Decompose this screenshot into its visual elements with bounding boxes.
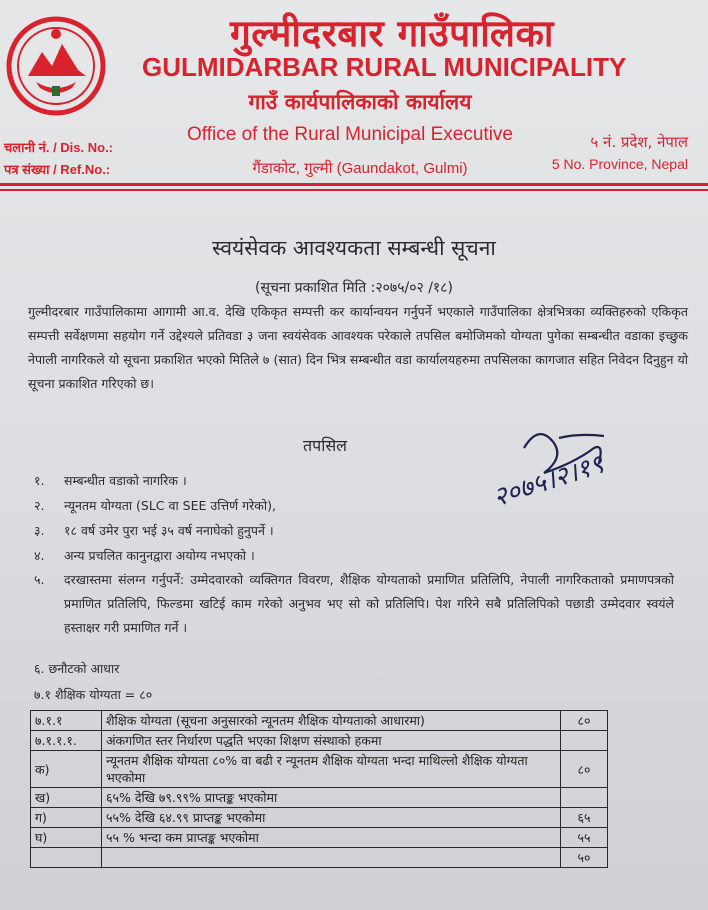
table-cell-description: न्यूनतम शैक्षिक योग्यता ८०% वा बढी र न्यूनतम शैक्षिक योग्यता भन्दा माथिल्लो शैक्षिक योग्यता भएकोमा [102, 751, 561, 788]
table-cell-marks: ५० [561, 848, 608, 868]
published-date: (सूचना प्रकाशित मिति :२०७५/०२ /१८) [255, 280, 453, 296]
table-cell-code: ७.१.१ [31, 711, 102, 731]
table-cell-code: ७.१.१.१. [31, 731, 102, 751]
header-divider [0, 183, 708, 186]
office-address: गैंडाकोट, गुल्मी (Gaundakot, Gulmi) [252, 160, 468, 177]
notice-title: स्वयंसेवक आवश्यकता सम्बन्धी सूचना [212, 236, 496, 260]
dispatch-number-label: चलानी नं. / Dis. No.: [4, 140, 114, 155]
table-cell-marks [561, 731, 608, 751]
table-row [31, 751, 608, 788]
table-cell-description: ५५% देखि ६४.९९ प्राप्तङ्क भएकोमा [102, 808, 561, 828]
province-english: 5 No. Province, Nepal [551, 156, 688, 172]
table-row [31, 848, 608, 868]
table-cell-code: घ) [31, 828, 102, 848]
list-item-text: अन्य प्रचलित कानुनद्वारा अयोग्य नभएको । [64, 548, 255, 563]
table-row [31, 731, 608, 751]
table-cell-code: क) [31, 751, 102, 788]
municipality-name-nepali: गुल्मीदरबार गाउँपालिका [230, 12, 554, 55]
list-item-number: ४. [34, 548, 45, 563]
selection-basis-heading: ६. छनौटको आधार [34, 661, 120, 676]
municipality-name-english: GULMIDARBAR RURAL MUNICIPALITY [142, 52, 627, 82]
province-nepali: ५ नं. प्रदेश, नेपाल [590, 133, 688, 151]
table-cell-marks [561, 788, 608, 808]
table-cell-description: अंकगणित स्तर निर्धारण पद्धति भएका शिक्षण संस्थाको हकमा [102, 731, 561, 751]
list-item-number: १. [34, 473, 45, 488]
table-row [31, 711, 608, 731]
table-cell-description: ५५ % भन्दा कम प्राप्तङ्क भएकोमा [102, 828, 561, 848]
list-item [34, 543, 674, 568]
list-item-text: १८ वर्ष उमेर पुरा भई ३५ वर्ष ननाघेको हुनुपर्ने । [64, 523, 274, 538]
table-cell-description [102, 848, 561, 868]
list-item-text: दरखास्तमा संलग्न गर्नुपर्ने: उम्मेदवारको व्यक्तिगत विवरण, शैक्षिक योग्यताको प्रमाणित प्रतिलिपि, नेपाली नागरिकताको प्रमाणपत्रको प्रमाणित प्रतिलिपि, फिल्डमा खटिई काम गरेको अनुभव भए सो को प्रतिलिपि। पेश गरिने सबै प्रतिलिपिको पछाडी उम्मेदवार स्वयंले हस्ताक्षर गरी प्रमाणित गर्ने । [64, 572, 674, 635]
table-cell-marks: ६५ [561, 808, 608, 828]
list-item-number: २. [34, 498, 45, 513]
nepal-emblem-logo [6, 14, 106, 118]
tapsil-heading: तपसिल [302, 436, 348, 455]
list-item-text: न्यूनतम योग्यता (SLC वा SEE उत्तिर्ण गरेको), [64, 498, 276, 513]
table-cell-marks: ८० [561, 711, 608, 731]
table-cell-marks: ५५ [561, 828, 608, 848]
marks-table [30, 710, 608, 868]
table-cell-code [31, 848, 102, 868]
reference-number-label: पत्र संख्या / Ref.No.: [4, 162, 111, 177]
office-name-nepali: गाउँ कार्यपालिकाको कार्यालय [248, 90, 472, 114]
header-divider-thin [0, 189, 708, 191]
table-row [31, 808, 608, 828]
list-item-number: ५. [34, 572, 45, 587]
list-item-number: ३. [34, 523, 45, 538]
list-item [34, 568, 674, 640]
table-cell-marks: ८० [561, 751, 608, 788]
table-row [31, 788, 608, 808]
education-qualification-heading: ७.१ शैक्षिक योग्यता = ८० [34, 687, 153, 702]
list-item-text: सम्बन्धीत वडाको नागरिक । [64, 473, 187, 488]
table-cell-description: ६५% देखि ७९.९९% प्राप्तङ्क भएकोमा [102, 788, 561, 808]
table-cell-code: ग) [31, 808, 102, 828]
notice-paragraph: गुल्मीदरबार गाउँपालिकामा आगामी आ.व. देखि एकिकृत सम्पत्ती कर कार्यान्वयन गर्नुपर्ने भएकाले गाउँपालिका क्षेत्रभित्रका व्यक्तिहरुको एकिकृत सम्पत्ती सर्वेक्षणमा सहयोग गर्ने उद्देश्यले प्रतिवडा ३ जना स्वयंसेवक आवश्यक परेकाले तपसिल बमोजिमको योग्यता पुगेका सम्बन्धीत वडाका इच्छुक नेपाली नागरिकले यो सूचना प्रकाशित भएको मितिले ७ (सात) दिन भित्र सम्बन्धीत वडा कार्यालयहरुमा तपसिलका कागजात सहित निवेदन दिनुहुन यो सूचना प्रकाशित गरिएको छ। [28, 304, 688, 391]
table-cell-description: शैक्षिक योग्यता (सूचना अनुसारको न्यूनतम शैक्षिक योग्यताको आधारमा) [102, 711, 561, 731]
table-row [31, 828, 608, 848]
table-cell-code: ख) [31, 788, 102, 808]
signature-date: २०७५।२।१९ [489, 449, 608, 514]
office-name-english: Office of the Rural Municipal Executive [187, 124, 513, 145]
